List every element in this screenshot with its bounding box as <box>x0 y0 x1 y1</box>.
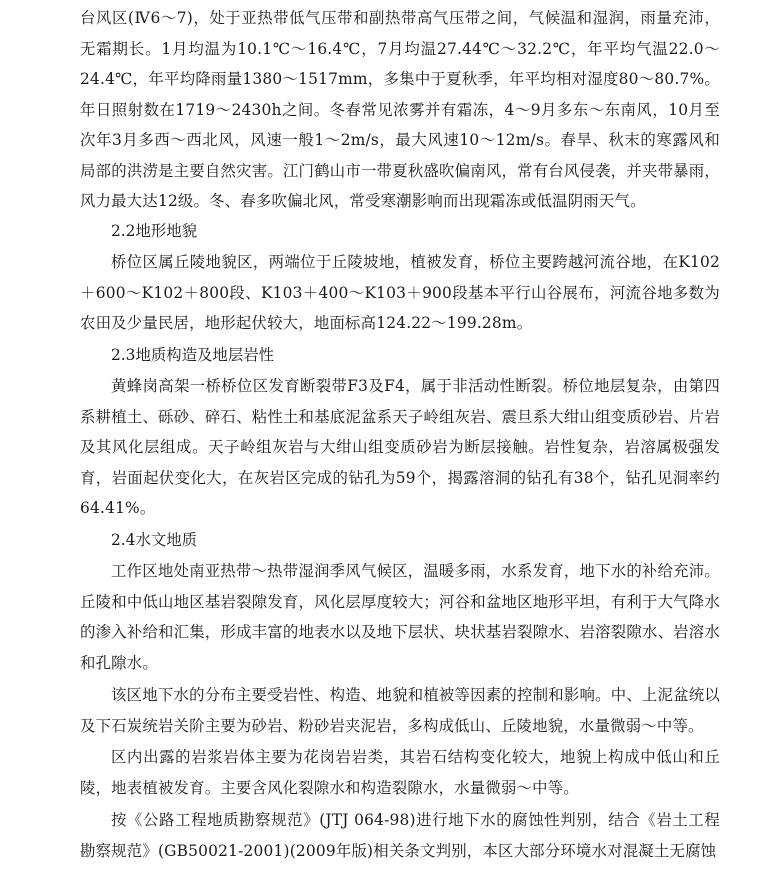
section-heading-hydrology: 2.4水文地质 <box>111 531 198 549</box>
hydrology-paragraph-3: 区内出露的岩浆岩体主要为花岗岩岩类，其岩石结构变化较大，地貌上构成中低山和丘陵，地表植被发育。主要含风化裂隙水和构造裂隙水，水量微弱～中等。 <box>80 748 720 797</box>
terrain-paragraph: 桥位区属丘陵地貌区，两端位于丘陵坡地，植被发育，桥位主要跨越河流谷地，在K102＋600～K102＋800段、K103＋400～K103＋900段基本平行山谷展布，河流谷地多数为农田及少量民居，地形起伏较大，地面标高124.22～199.28m。 <box>80 253 720 332</box>
corrosion-paragraph: 按《公路工程地质勘察规范》(JTJ 064-98)进行地下水的腐蚀性判别，结合《岩土工程勘察规范》(GB50021-2001)(2009年版)相关条文判别，本区大部分环境水对混凝土无腐蚀 <box>80 811 720 860</box>
section-heading-geology: 2.3地质构造及地层岩性 <box>111 346 274 364</box>
hydrology-paragraph-2: 该区地下水的分布主要受岩性、构造、地貌和植被等因素的控制和影响。中、上泥盆统以及下石炭统岩关阶主要为砂岩、粉砂岩夹泥岩，多构成低山、丘陵地貌，水量微弱～中等。 <box>80 686 720 735</box>
section-heading-terrain: 2.2地形地貌 <box>111 222 198 240</box>
hydrology-paragraph-1: 工作区地处南亚热带～热带湿润季风气候区，温暖多雨，水系发育，地下水的补给充沛。丘陵和中低山地区基岩裂隙发育，风化层厚度较大；河谷和盆地区地形平坦，有利于大气降水的渗入补给和汇集，形成丰富的地表水以及地下层状、块状基岩裂隙水、岩溶裂隙水、岩溶水和孔隙水。 <box>80 562 720 672</box>
climate-paragraph: 台风区(Ⅳ6～7)，处于亚热带低气压带和副热带高气压带之间，气候温和湿润，雨量充沛，无霜期长。1月均温为10.1℃～16.4℃，7月均温27.44℃～32.2℃，年平均气温22.0～24.4℃，年平均降雨量1380～1517mm，多集中于夏秋季，年平均相对湿度80～80.7%。年日照射数在1719～2430h之间。冬春常见浓雾并有霜冻，4～9月多东～东南风，10月至次年3月多西～西北风，风速一般1～2m/s，最大风速10～12m/s。春旱、秋末的寒露风和局部的洪涝是主要自然灾害。江门鹤山市一带夏秋盛吹偏南风，常有台风侵袭，并夹带暴雨，风力最大达12级。冬、春多吹偏北风，常受寒潮影响而出现霜冻或低温阴雨天气。 <box>80 9 720 210</box>
geology-paragraph: 黄蜂岗高架一桥桥位区发育断裂带F3及F4，属于非活动性断裂。桥位地层复杂，由第四系耕植土、砾砂、碎石、粘性土和基底泥盆系天子岭组灰岩、震旦系大绀山组变质砂岩、片岩及其风化层组成。天子岭组灰岩与大绀山组变质砂岩为断层接触。岩性复杂，岩溶属极强发育，岩面起伏变化大，在灰岩区完成的钻孔为59个，揭露溶洞的钻孔有38个，钻孔见洞率约64.41%。 <box>80 377 720 517</box>
